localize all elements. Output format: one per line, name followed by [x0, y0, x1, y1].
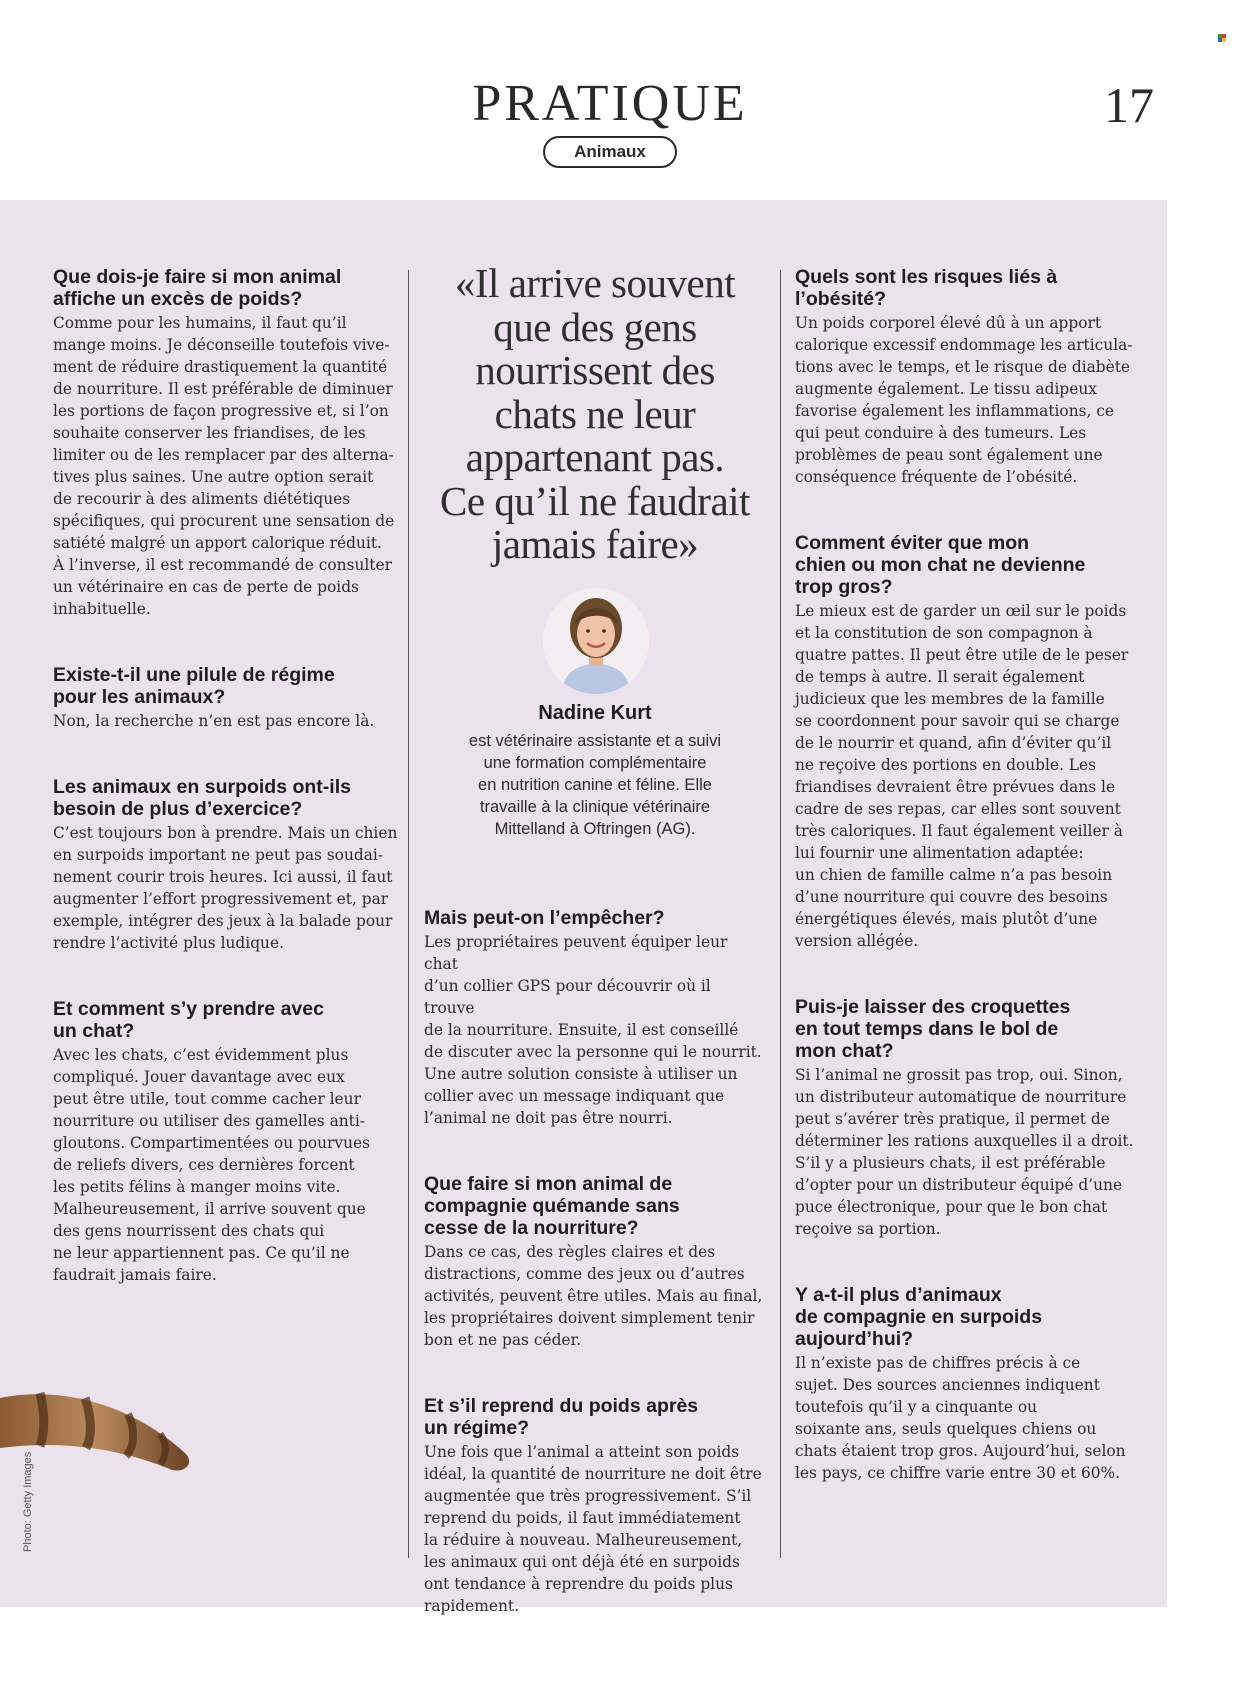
photo-credit: Photo: Getty Images — [22, 1451, 34, 1552]
left-column — [53, 266, 403, 1330]
question-heading: Comment éviter que mon chien ou mon chat ne devienne trop gros? — [795, 532, 1086, 598]
qa-block — [424, 1395, 766, 1617]
answer-text: Dans ce cas, des règles claires et des distractions, comme des jeux ou d’autres activités, peuvent être utiles. Mais au final, les propriétaires doivent simplement tenir bon et ne pas céder. — [424, 1243, 763, 1349]
answer-text: Avec les chats, c’est évidemment plus compliqué. Jouer davantage avec eux peut être utile, tout comme cacher leur nourriture ou utiliser des gamelles anti- gloutons. Compartimentées ou pourvues de reliefs divers, ces dernières forcent les petits félins à manger moins vite. Malheureusement, il arrive souvent que des gens nourrissent des chats qui ne leur appartiennent pas. Ce qu’il ne faudrait jamais faire. — [53, 1046, 371, 1284]
qa-block — [53, 776, 403, 954]
portrait-photo — [543, 588, 649, 694]
expert-name: Nadine Kurt — [538, 702, 652, 724]
question-heading: Que faire si mon animal de compagnie quémande sans cesse de la nourriture? — [424, 1173, 680, 1239]
avatar — [543, 588, 649, 694]
question-heading: Et comment s’y prendre avec un chat? — [53, 998, 324, 1042]
answer-text: Le mieux est de garder un œil sur le poids et la constitution de son compagnon à quatre pattes. Il peut être utile de le peser de temps à autre. Il serait également judicieux que les membres de la famille se coordonnent pour savoir qui se charge de le nourrir et quand, afin d’éviter qu’il ne reçoive des portions en double. Les friandises devraient être prévues dans le cadre de ses repas, car elles sont souvent très caloriques. Il faut également veiller à lui fournir une alimentation adaptée: un chien de famille calme n’a pas besoin d’une nourriture qui couvre des besoins énergétiques élevés, mais plutôt d’une version allégée. — [795, 602, 1129, 950]
qa-block — [53, 266, 403, 620]
column-divider — [780, 270, 781, 1558]
answer-text: Comme pour les humains, il faut qu’il mange moins. Je déconseille toutefois vive- ment de réduire drastiquement la quantité de nourriture. Il est préférable de diminuer les portions de façon progressive et, si l’on souhaite conserver les friandises, de les limiter ou de les remplacer par des alterna- tives plus saines. Une autre option serait de recourir à des aliments diététiques spécifiques, qui procurent une sensation de satiété malgré un apport calorique réduit. À l’inverse, il est recommandé de consulter un vétérinaire en cas de perte de poids inhabituelle. — [53, 314, 395, 618]
color-mark-icon — [1218, 34, 1226, 42]
pull-quote: «Il arrive souvent que des gens nourrissent des chats ne leur appartenant pas. Ce qu’il ne faudrait jamais faire» — [440, 260, 750, 567]
qa-block — [53, 998, 403, 1286]
qa-block — [424, 1173, 766, 1351]
middle-column-qa — [424, 907, 766, 1661]
question-heading: Les animaux en surpoids ont-ils besoin de plus d’exercice? — [53, 776, 351, 820]
answer-text: Non, la recherche n’en est pas encore là. — [53, 712, 375, 730]
question-heading: Mais peut-on l’empêcher? — [424, 907, 665, 929]
right-column — [795, 266, 1140, 1528]
section-tag: Animaux — [543, 136, 677, 168]
question-heading: Quels sont les risques liés à l’obésité? — [795, 266, 1058, 310]
answer-text: Un poids corporel élevé dû à un apport calorique excessif endommage les articula- tions avec le temps, et le risque de diabète augmente également. Le tissu adipeux favorise également les inflammations, ce qui peut conduire à des tumeurs. Les problèmes de peau sont également une conséquence fréquente de l’obésité. — [795, 314, 1133, 486]
expert-bio: est vétérinaire assistante et a suivi une formation complémentaire en nutrition canine et féline. Elle travaille à la clinique vétérinaire Mittelland à Oftringen (AG). — [468, 732, 722, 838]
question-heading: Que dois-je faire si mon animal affiche un excès de poids? — [53, 266, 342, 310]
answer-text: C’est toujours bon à prendre. Mais un chien en surpoids important ne peut pas soudai- nement courir trois heures. Ici aussi, il faut augmenter l’effort progressivement et, par exemple, intégrer des jeux à la balade pour rendre l’activité plus ludique. — [53, 824, 398, 952]
question-heading: Et s’il reprend du poids après un régime? — [424, 1395, 699, 1439]
answer-text: Si l’animal ne grossit pas trop, oui. Sinon, un distributeur automatique de nourriture peut s’avérer très pratique, il permet de déterminer les rations auxquelles il a droit. S’il y a plusieurs chats, il est préférable d’opter pour un distributeur équipé d’une puce électronique, pour que le bon chat reçoive sa portion. — [795, 1066, 1134, 1238]
qa-block — [795, 532, 1140, 952]
answer-text: Une fois que l’animal a atteint son poids idéal, la quantité de nourriture ne doit être augmentée que très progressivement. S’il reprend du poids, il faut immédiatement la réduire à nouveau. Malheureusement, les animaux qui ont déjà été en surpoids ont tendance à reprendre du poids plus rapidement. — [424, 1443, 762, 1615]
middle-column — [424, 262, 766, 567]
page-number: 17 — [1104, 77, 1154, 133]
qa-block — [795, 996, 1140, 1240]
qa-block — [795, 266, 1140, 488]
question-heading: Puis-je laisser des croquettes en tout temps dans le bol de mon chat? — [795, 996, 1071, 1062]
answer-text: Il n’existe pas de chiffres précis à ce sujet. Des sources anciennes indiquent toutefois qu’il y a cinquante ou soixante ans, seuls quelques chiens ou chats étaient trop gros. Aujourd’hui, selon les pays, ce chiffre varie entre 30 et 60%. — [795, 1354, 1126, 1482]
question-heading: Existe-t-il une pilule de régime pour les animaux? — [53, 664, 335, 708]
qa-block — [424, 907, 766, 1129]
qa-block — [53, 664, 403, 732]
column-divider — [408, 270, 409, 1558]
page-header-title: PRATIQUE — [472, 75, 748, 132]
question-heading: Y a-t-il plus d’animaux de compagnie en surpoids aujourd’hui? — [795, 1284, 1043, 1350]
qa-block — [795, 1284, 1140, 1484]
answer-text: Les propriétaires peuvent équiper leur chat d’un collier GPS pour découvrir où il trouve de la nourriture. Ensuite, il est conseillé de discuter avec la personne qui le nourrit. Une autre solution consiste à utiliser un collier avec un message indiquant que l’animal ne doit pas être nourri. — [424, 933, 762, 1127]
